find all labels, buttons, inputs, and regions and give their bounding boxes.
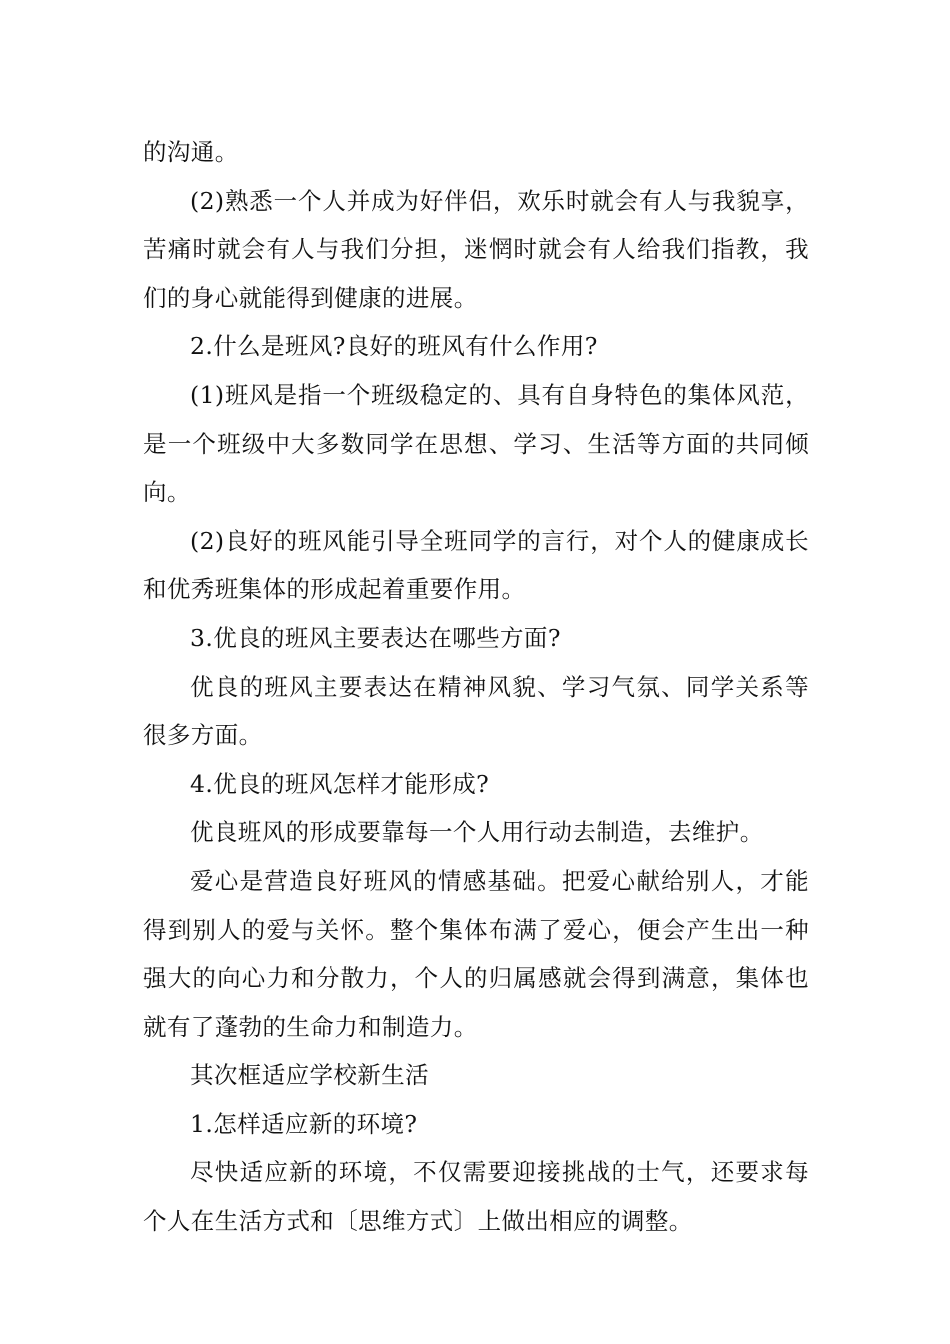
paragraph-class-style-definition: (1)班风是指一个班级稳定的、具有自身特色的集体风范，是一个班级中大多数同学在思想、学习、生活等方面的共同倾向。 [143, 380, 809, 507]
question-4-heading: 4.优良的班风怎样才能形成? [190, 769, 490, 798]
paragraph-love-foundation: 爱心是营造良好班风的情感基础。把爱心献给别人，才能得到别人的爱与关怀。整个集体布满了爱心，便会产生出一种强大的向心力和分散力，个人的归属感就会得到满意，集体也就有了蓬勃的生命力和制造力。 [143, 866, 809, 1041]
question-2-heading: 2.什么是班风?良好的班风有什么作用? [190, 332, 598, 361]
paragraph-class-style-aspects: 优良的班风主要表达在精神风貌、学习气氛、同学关系等很多方面。 [143, 672, 809, 750]
paragraph-class-style-formation: 优良班风的形成要靠每一个人用行动去制造，去维护。 [190, 818, 764, 847]
paragraph-class-style-role: (2)良好的班风能引导全班同学的言行，对个人的健康成长和优秀班集体的形成起着重要作用。 [143, 526, 809, 604]
question-3-heading: 3.优良的班风主要表达在哪些方面? [190, 623, 561, 652]
section-heading: 其次框适应学校新生活 [190, 1061, 429, 1090]
question-1-heading: 1.怎样适应新的环境? [190, 1109, 418, 1138]
paragraph-continuation: 的沟通。 [143, 138, 239, 166]
paragraph-companion: (2)熟悉一个人并成为好伴侣，欢乐时就会有人与我貌享，苦痛时就会有人与我们分担，迷惘时就会有人给我们指教，我们的身心就能得到健康的进展。 [143, 186, 809, 312]
document-body [143, 128, 809, 1246]
paragraph-adapt-environment: 尽快适应新的环境，不仅需要迎接挑战的士气，还要求每个人在生活方式和〔思维方式〕上做出相应的调整。 [143, 1158, 809, 1236]
